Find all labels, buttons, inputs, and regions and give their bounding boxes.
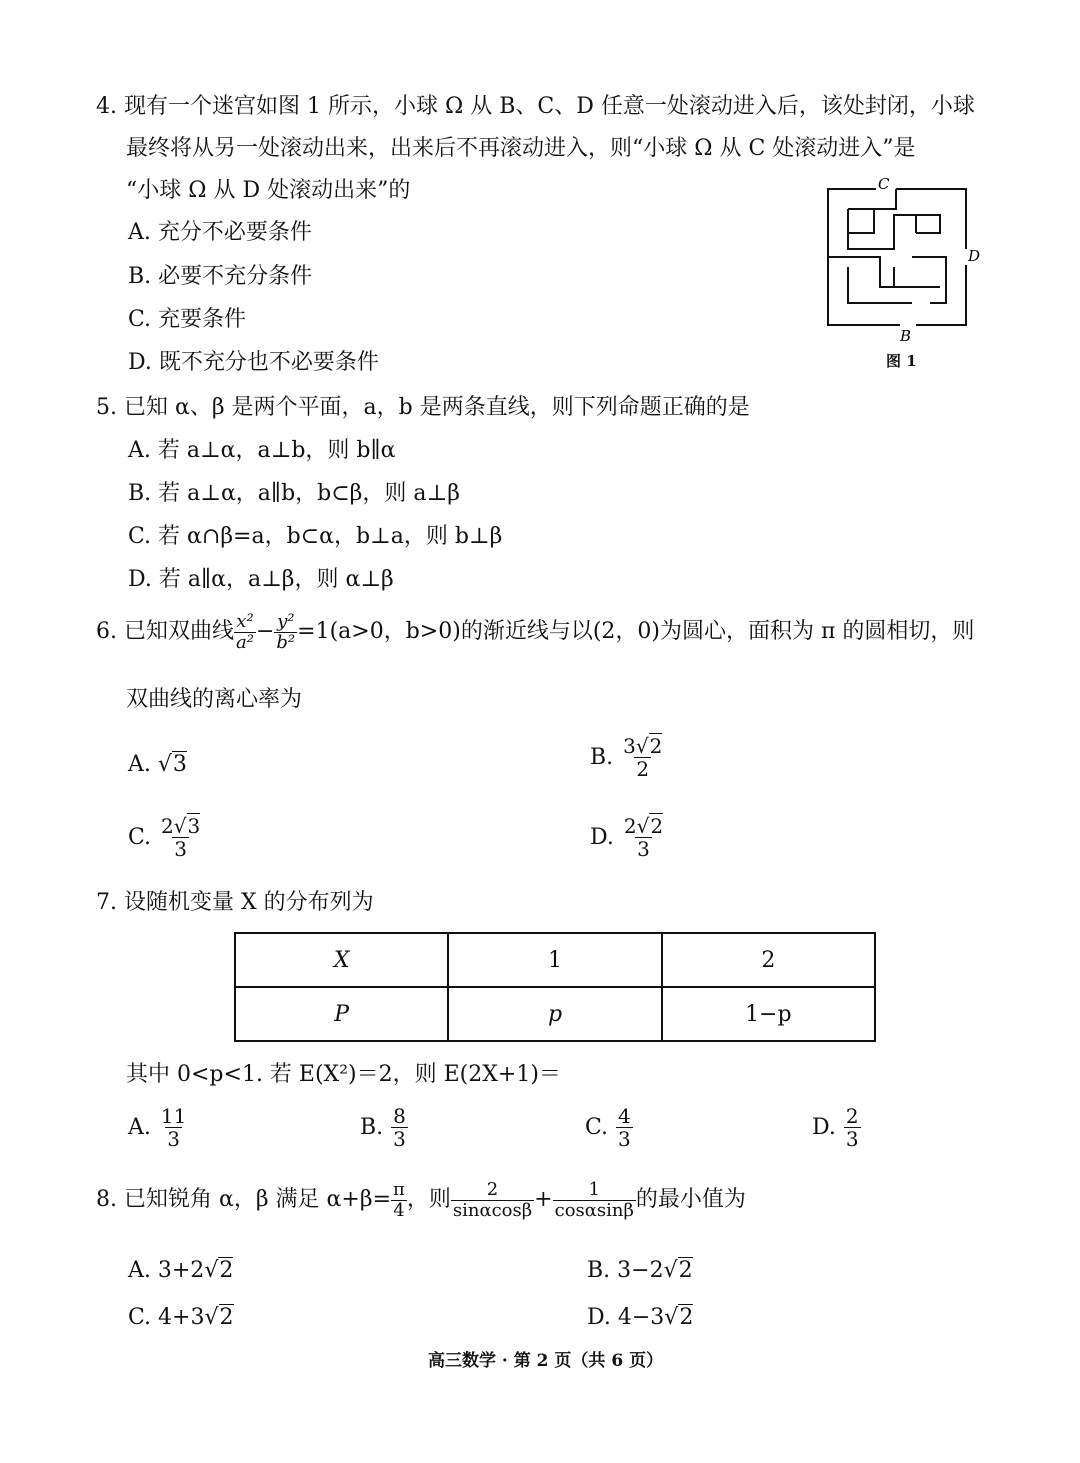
q4-number: 4. [96, 94, 117, 119]
q7-option-a-num: 11 [160, 1104, 187, 1128]
q7-option-d-num: 2 [845, 1104, 859, 1128]
q7-number: 7. [96, 890, 117, 915]
q4-line1 [96, 94, 975, 120]
q4-stem-line2: 最终将从另一处滚动出来，出来后不再滚动进入，则“小球 Ω 从 C 处滚动进入”是 [126, 136, 916, 161]
q7-option-a-label: A. [128, 1114, 151, 1140]
q6-option-b-rad: 2 [649, 734, 663, 758]
table-row [235, 933, 875, 987]
q6-option-d-label: D. [590, 824, 614, 850]
q7-option-a-frac [159, 1105, 188, 1150]
q7-option-c [585, 1105, 633, 1150]
maze-caption: 图 1 [886, 352, 917, 370]
table-cell: 1 [448, 933, 661, 987]
q6-option-c-den: 3 [174, 837, 188, 861]
q8-frac-2-den: cosαsinβ [554, 1199, 634, 1221]
q4-stem-line1: 现有一个迷宫如图 1 所示，小球 Ω 从 B、C、D 任意一处滚动进入后，该处封闭，小球 [124, 94, 975, 119]
q7-option-a-den: 3 [167, 1127, 180, 1151]
table-row [235, 987, 875, 1041]
q7-option-d-den: 3 [845, 1127, 859, 1151]
table-cell: X [235, 933, 448, 987]
q8-option-a-text: A. 3+2 [128, 1258, 205, 1283]
q8-stem-c: 的最小值为 [635, 1187, 746, 1213]
q4-option-a: A. 充分不必要条件 [128, 220, 312, 245]
q8-option-d-text: D. 4−3 [587, 1305, 665, 1330]
q6-option-c [128, 815, 202, 860]
q8-plus: + [534, 1187, 553, 1213]
q7-stem [96, 890, 374, 916]
q6-option-c-coef: 2 [161, 814, 174, 838]
q4-option-d: D. 既不充分也不必要条件 [128, 350, 379, 375]
q8-stem-b: ，则 [406, 1187, 451, 1213]
q6-frac-x-den: a² [236, 631, 254, 653]
q7-option-d-label: D. [812, 1114, 836, 1140]
q6-stem [96, 612, 974, 653]
page-footer: 高三数学 · 第 2 页（共 6 页） [428, 1351, 664, 1371]
q5-number: 5. [96, 395, 117, 420]
table-cell: P [235, 987, 448, 1041]
q6-frac-x-num: x² [236, 611, 254, 632]
q8-option-c-rad: 2 [219, 1305, 234, 1330]
q7-option-c-label: C. [585, 1114, 609, 1140]
q7-option-c-frac [616, 1105, 633, 1150]
q8-frac-1-num: 2 [486, 1179, 499, 1200]
q4-option-c: C. 充要条件 [128, 307, 247, 332]
table-cell: 1−p [662, 987, 875, 1041]
q5-option-d: D. 若 a∥α，a⊥β，则 α⊥β [128, 567, 394, 592]
q8-frac-1-den: sinαcosβ [452, 1199, 533, 1221]
q5-option-c: C. 若 α∩β=a，b⊂α，b⊥a，则 b⊥β [128, 524, 503, 549]
q4-stem-line3: “小球 Ω 从 D 处滚动出来”的 [126, 178, 411, 203]
distribution-table [234, 932, 876, 1042]
q8-option-b-rad: 2 [678, 1258, 693, 1283]
q5-option-b: B. 若 a⊥α，a∥b，b⊂β，则 a⊥β [128, 481, 460, 506]
maze-label-c: C [878, 175, 890, 193]
q8-option-b: B. 3−2√2 [587, 1258, 693, 1283]
q8-option-d: D. 4−3√2 [587, 1305, 694, 1330]
q6-stem-a: 已知双曲线 [124, 619, 235, 645]
maze-label-d: D [968, 247, 980, 265]
q7-option-d-frac [844, 1105, 861, 1150]
q7-option-a [128, 1105, 188, 1150]
q6-option-b-coef: 3 [623, 734, 636, 758]
q8-option-a: A. 3+2√2 [128, 1258, 234, 1283]
q8-frac-pi-num: π [393, 1179, 405, 1200]
q6-option-b [590, 735, 664, 780]
q7-condition: 其中 0<p<1. 若 E(X²)＝2，则 E(2X+1)＝ [126, 1062, 561, 1087]
q6-option-a-label: A. [128, 752, 151, 777]
q6-stem-b: =1(a>0，b>0)的渐近线与以(2，0)为圆心，面积为 π 的圆相切，则 [297, 619, 975, 645]
q8-option-c-text: C. 4+3 [128, 1305, 205, 1330]
q7-option-b-label: B. [360, 1114, 384, 1140]
q7-option-d [812, 1105, 861, 1150]
q5-option-a: A. 若 a⊥α，a⊥b，则 b∥α [128, 438, 396, 463]
q7-stem-text: 设随机变量 X 的分布列为 [124, 890, 374, 915]
q6-frac-y [274, 612, 297, 653]
q6-option-d-rad: 2 [650, 814, 664, 838]
q6-frac-y-num: y² [277, 611, 295, 632]
q6-option-d-frac: $\frac{2√2}{3}$ [623, 814, 664, 861]
q6-option-b-frac: $\frac{3√2}{2}$ [623, 734, 663, 781]
q8-stem-a: 已知锐角 α，β 满足 α+β= [124, 1187, 391, 1213]
q5-stem-text: 已知 α、β 是两个平面，a，b 是两条直线，则下列命题正确的是 [124, 395, 750, 420]
q6-option-b-den: 2 [636, 757, 650, 781]
q6-number: 6. [96, 619, 117, 645]
q8-number: 8. [96, 1187, 117, 1213]
q8-option-a-rad: 2 [219, 1258, 234, 1283]
q6-option-a: A. √3 [128, 752, 187, 777]
q6-option-a-value: 3 [172, 752, 187, 777]
q6-option-d-coef: 2 [623, 814, 637, 838]
q6-frac-x [234, 612, 256, 653]
table-cell: 2 [662, 933, 875, 987]
q7-option-c-den: 3 [618, 1127, 631, 1151]
q8-option-c: C. 4+3√2 [128, 1305, 234, 1330]
q6-option-c-rad: 3 [187, 814, 201, 838]
q8-frac-1 [451, 1180, 534, 1221]
q7-option-b-den: 3 [393, 1127, 406, 1151]
q8-frac-pi [391, 1180, 407, 1221]
q7-option-b-frac [391, 1105, 408, 1150]
q6-minus: − [255, 619, 275, 645]
q6-option-b-label: B. [590, 744, 614, 770]
table-cell: p [448, 987, 661, 1041]
q8-frac-pi-den: 4 [393, 1199, 405, 1221]
q6-option-c-frac: $\frac{2√3}{3}$ [161, 814, 201, 861]
q7-option-b [360, 1105, 408, 1150]
maze-figure [820, 175, 980, 345]
q8-option-d-rad: 2 [679, 1305, 694, 1330]
q4-option-b: B. 必要不充分条件 [128, 264, 313, 289]
q8-frac-2-num: 1 [588, 1179, 600, 1200]
q6-option-c-label: C. [128, 824, 152, 850]
q8-frac-2 [553, 1180, 636, 1221]
q7-option-c-num: 4 [618, 1104, 631, 1128]
maze-wall [848, 189, 896, 233]
q6-stem-c: 双曲线的离心率为 [126, 687, 303, 712]
q6-frac-y-den: b² [276, 631, 296, 653]
q5-stem [96, 395, 750, 421]
q6-option-d [590, 815, 665, 860]
q6-option-d-den: 3 [637, 837, 650, 861]
q8-stem [96, 1180, 746, 1221]
q8-option-b-text: B. 3−2 [587, 1258, 664, 1283]
q7-option-b-num: 8 [393, 1104, 406, 1128]
maze-label-b: B [900, 327, 912, 345]
